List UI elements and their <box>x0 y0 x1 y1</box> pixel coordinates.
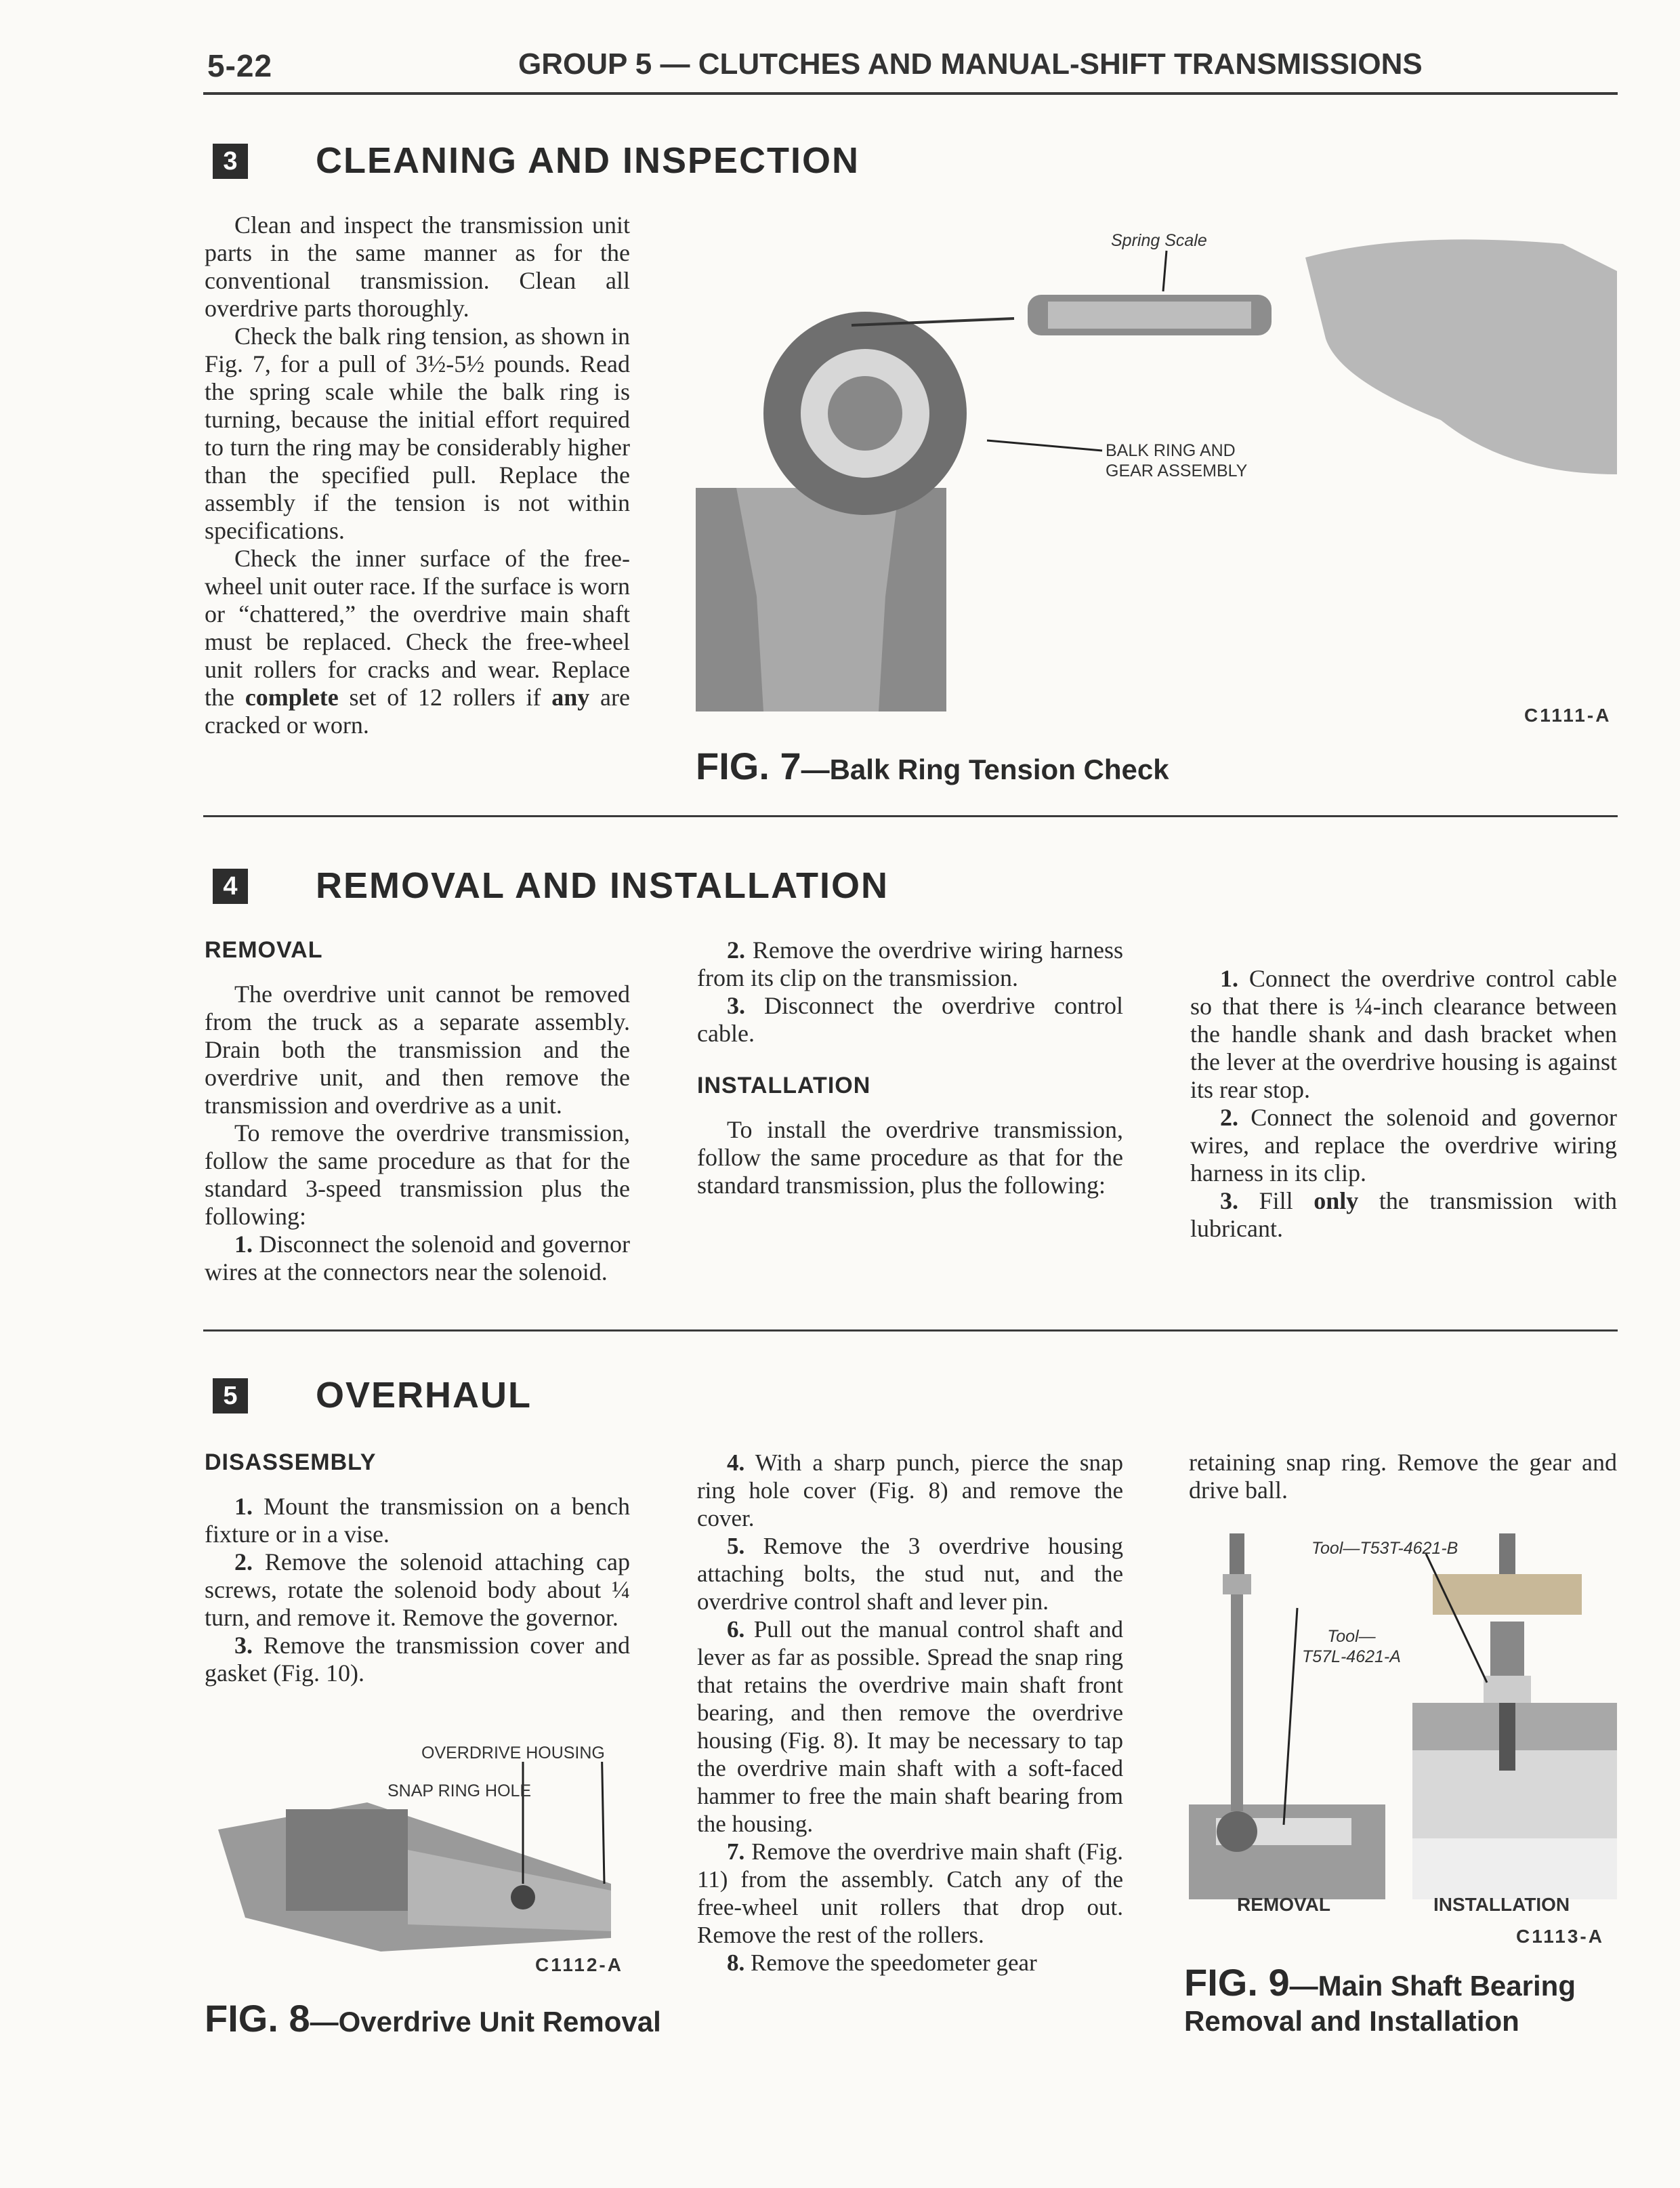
paragraph: To install the overdrive transmission, follow the same procedure as that for the standard transmission, plus the following: <box>697 1116 1123 1199</box>
paragraph: To remove the overdrive transmission, follow the same procedure as that for the standard 3-speed transmission plus the following: <box>205 1119 630 1230</box>
step: 6. Pull out the manual control shaft and lever as far as possible. Spread the snap ring that retains the overdrive main shaft front bearing, and then remove the overdrive housing (Fig. 8). It may be necessary to tap the overdrive main shaft with a soft-faced hammer to free the main shaft bearing from the housing. <box>697 1616 1123 1837</box>
step: 2. Connect the solenoid and governor wires, and replace the overdrive wiring harness in its clip. <box>1190 1104 1617 1186</box>
label-tool-t57l: Tool— T57L-4621-A <box>1302 1627 1401 1666</box>
step: 2. Remove the solenoid attaching cap screws, rotate the solenoid body about ¼ turn, and remove it. Remove the governor. <box>205 1548 630 1631</box>
figure-caption: FIG. 8—Overdrive Unit Removal <box>205 1997 661 2040</box>
figure-caption: FIG. 9—Main Shaft Bearing Removal and Installation <box>1184 1961 1576 2037</box>
step: 7. Remove the overdrive main shaft (Fig. 11) from the assembly. Catch any of the free-wheel unit rollers that drop out. Remove the rest of the rollers. <box>697 1838 1123 1948</box>
section-number-badge: 4 <box>213 869 248 904</box>
subheading-removal: REMOVAL <box>205 937 323 963</box>
label-snap-ring-hole: SNAP RING HOLE <box>387 1781 532 1800</box>
section-title-overhaul: OVERHAUL <box>316 1375 532 1416</box>
step: 3. Disconnect the overdrive control cable. <box>697 992 1123 1047</box>
paragraph: Check the inner surface of the free-wheel unit outer race. If the surface is worn or “chattered,” the overdrive main shaft must be replaced. Check the free-wheel unit rollers for cracks and wear. Replace the complete set of 12 rollers if any are cracked or worn. <box>205 545 630 739</box>
figure-code: C1111-A <box>1524 705 1612 726</box>
figure-caption: FIG. 7—Balk Ring Tension Check <box>696 745 1169 787</box>
step: 1. Mount the transmission on a bench fixture or in a vise. <box>205 1493 630 1548</box>
step: 3. Remove the transmission cover and gasket (Fig. 10). <box>205 1632 630 1687</box>
cleaning-text-column <box>205 211 630 739</box>
overhaul-column-2 <box>697 1449 1123 1977</box>
figure-code: C1112-A <box>535 1954 623 1975</box>
section-number-badge: 5 <box>213 1378 248 1413</box>
removal-column-2 <box>697 936 1123 1199</box>
label-spring-scale: Spring Scale <box>1111 231 1207 250</box>
step: 5. Remove the 3 overdrive housing attaching bolts, the stud nut, and the overdrive control shaft and lever pin. <box>697 1533 1123 1615</box>
subheading-installation: INSTALLATION <box>697 1073 871 1098</box>
section-title-cleaning-inspection: CLEANING AND INSPECTION <box>316 140 860 181</box>
label-tool-t53t: Tool—T53T-4621-B <box>1311 1539 1458 1558</box>
removal-column-3 <box>1190 965 1617 1243</box>
overhaul-column-1 <box>205 1449 630 1687</box>
fig9-main-shaft-bearing-photo <box>1189 1533 1617 1899</box>
section-divider <box>203 1329 1618 1332</box>
subheading-disassembly: DISASSEMBLY <box>205 1449 377 1475</box>
step: 4. With a sharp punch, pierce the snap ring hole cover (Fig. 8) and remove the cover. <box>697 1449 1123 1531</box>
header-rule <box>203 92 1618 95</box>
paragraph: Check the balk ring tension, as shown in Fig. 7, for a pull of 3½-5½ pounds. Read the spring scale while the balk ring is turning, because the initial effort required to turn the ring may be considerably higher than the specified pull. Replace the assembly if the tension is not within specifications. <box>205 323 630 544</box>
label-balk-ring: BALK RING AND GEAR ASSEMBLY <box>1106 441 1248 480</box>
section-title-removal-installation: REMOVAL AND INSTALLATION <box>316 865 889 906</box>
step: 8. Remove the speedometer gear <box>727 1949 1037 1976</box>
page-number: 5-22 <box>207 48 273 83</box>
label-installation: INSTALLATION <box>1433 1894 1570 1915</box>
step: 2. Remove the overdrive wiring harness from its clip on the transmission. <box>697 936 1123 991</box>
section-divider <box>203 815 1618 817</box>
figure-code: C1113-A <box>1516 1926 1604 1947</box>
paragraph: retaining snap ring. Remove the gear and drive ball. <box>1189 1449 1617 1504</box>
label-overdrive-housing: OVERDRIVE HOUSING <box>421 1743 605 1762</box>
section-number-badge: 3 <box>213 144 248 179</box>
paragraph: The overdrive unit cannot be removed from the truck as a separate assembly. Drain both the transmission and the overdrive unit, and then remove the transmission and overdrive as a unit. <box>205 981 630 1119</box>
overhaul-column-3 <box>1189 1449 1617 1504</box>
step: 3. Fill only the transmission with lubricant. <box>1190 1187 1617 1242</box>
removal-column-1 <box>205 936 630 1286</box>
page-header-title: GROUP 5 — CLUTCHES AND MANUAL-SHIFT TRANSMISSIONS <box>518 47 1423 81</box>
paragraph: Clean and inspect the transmission unit parts in the same manner as for the conventional transmission. Clean all overdrive parts thoroughly. <box>205 211 630 322</box>
step: 1. Connect the overdrive control cable so that there is ¼-inch clearance between the handle shank and dash bracket when the lever at the overdrive housing is against its rear stop. <box>1190 965 1617 1103</box>
label-removal: REMOVAL <box>1237 1894 1330 1915</box>
step: 1. Disconnect the solenoid and governor wires at the connectors near the solenoid. <box>205 1231 630 1285</box>
